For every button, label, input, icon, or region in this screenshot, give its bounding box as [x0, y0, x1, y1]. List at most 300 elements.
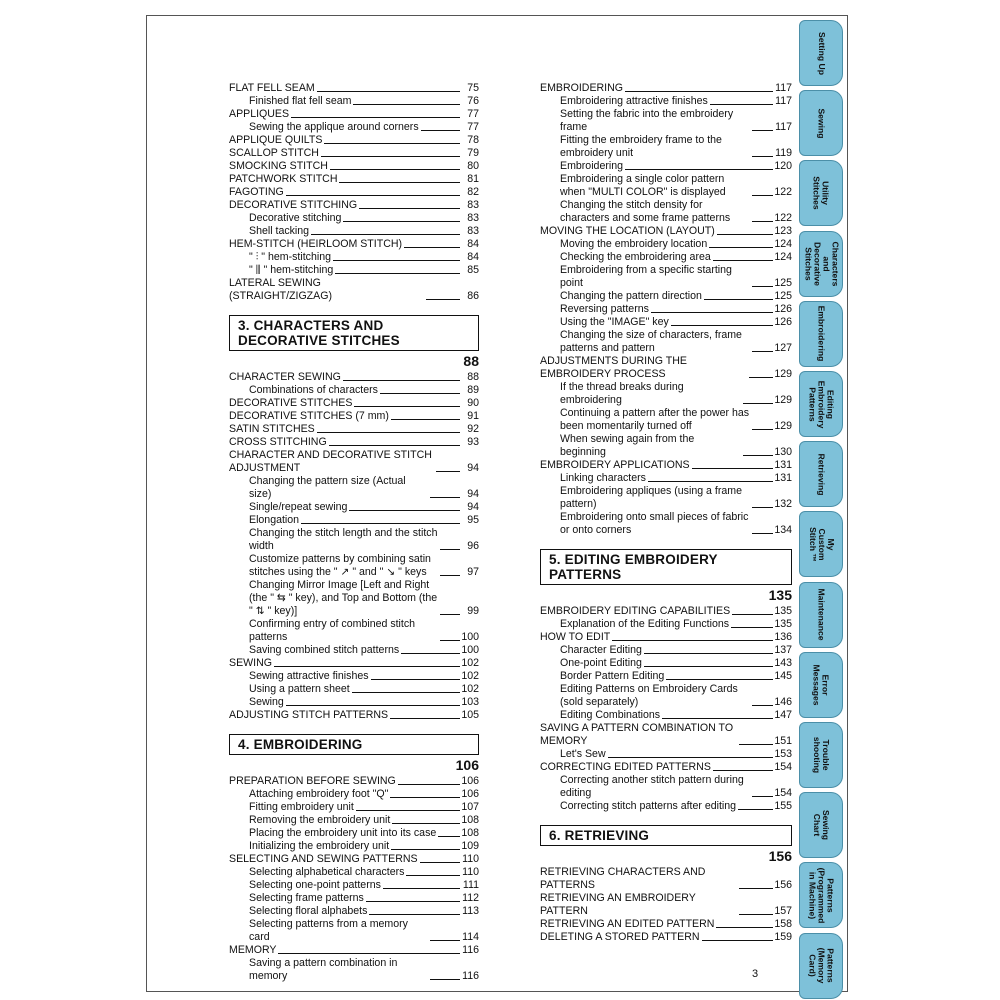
toc-entry-title: Embroidering onto small pieces of fabric or onto corners — [560, 511, 749, 536]
toc-entry-page: 159 — [774, 931, 792, 943]
chapter-tab[interactable] — [799, 160, 843, 226]
toc-entry-page: 151 — [774, 735, 792, 747]
toc-entry-page: 125 — [774, 277, 792, 289]
toc-entry-title: Confirming entry of combined stitch patterns — [249, 618, 416, 643]
toc-entry[interactable] — [540, 892, 792, 918]
toc-entry[interactable] — [229, 683, 479, 696]
chapter-tab[interactable] — [799, 301, 843, 367]
toc-entry[interactable] — [540, 82, 792, 95]
toc-entry[interactable] — [540, 683, 792, 709]
toc-entry[interactable] — [229, 944, 479, 957]
toc-entry[interactable] — [229, 449, 479, 475]
chapter-tab-label: Retrieving — [816, 453, 827, 496]
toc-entry[interactable] — [229, 173, 479, 186]
toc-entry[interactable] — [229, 212, 479, 225]
toc-entry-title: When sewing again from the beginning — [560, 433, 695, 458]
chapter-tab[interactable] — [799, 90, 843, 156]
toc-entry-title: MOVING THE LOCATION (LAYOUT) — [540, 225, 715, 237]
toc-entry[interactable] — [229, 384, 479, 397]
toc-entry-page: 155 — [774, 800, 792, 812]
toc-entry[interactable] — [229, 134, 479, 147]
toc-entry-title: Embroidering a single color pattern when "MULTI COLOR" is displayed — [560, 173, 726, 198]
toc-entry[interactable] — [229, 121, 479, 134]
toc-entry[interactable] — [229, 238, 479, 251]
toc-entry-page: 108 — [461, 827, 479, 839]
toc-entry[interactable] — [229, 827, 479, 840]
toc-entry-page: 116 — [462, 944, 479, 956]
chapter-tab-label: Maintenance — [816, 588, 827, 641]
leader-line — [440, 640, 460, 641]
section-page-number: 88 — [463, 353, 479, 369]
toc-entry[interactable] — [229, 801, 479, 814]
toc-entry-title: Reversing patterns — [560, 303, 649, 315]
leader-line — [436, 471, 460, 472]
toc-entry[interactable] — [540, 264, 792, 290]
toc-entry-title: Linking characters — [560, 472, 646, 484]
toc-entry-title: EMBROIDERY EDITING CAPABILITIES — [540, 605, 731, 617]
toc-entry[interactable] — [229, 788, 479, 801]
leader-line — [644, 653, 773, 654]
toc-entry-title: SELECTING AND SEWING PATTERNS — [229, 853, 418, 865]
toc-entry[interactable] — [540, 407, 792, 433]
toc-entry-title: SCALLOP STITCH — [229, 147, 319, 159]
toc-entry-page: 84 — [467, 251, 479, 263]
toc-entry-page: 112 — [462, 892, 479, 904]
toc-entry-page: 91 — [467, 410, 479, 422]
toc-entry[interactable] — [229, 410, 479, 423]
toc-entry[interactable] — [540, 225, 792, 238]
toc-entry[interactable] — [540, 761, 792, 774]
toc-entry-page: 76 — [467, 95, 479, 107]
toc-entry[interactable] — [540, 433, 792, 459]
chapter-tab-label: Embroidering — [816, 305, 827, 362]
toc-entry-page: 129 — [774, 368, 792, 380]
toc-entry-title: SAVING A PATTERN COMBINATION TO MEMORY — [540, 722, 734, 747]
leader-line — [426, 299, 460, 300]
leader-line — [291, 117, 460, 118]
leader-line — [752, 221, 773, 222]
toc-entry-title: Combinations of characters — [249, 384, 378, 396]
toc-entry-page: 94 — [467, 488, 479, 500]
toc-entry[interactable] — [229, 251, 479, 264]
toc-entry-page: 102 — [461, 670, 479, 682]
toc-entry-page: 122 — [774, 186, 792, 198]
leader-line — [732, 614, 773, 615]
leader-line — [752, 429, 773, 430]
chapter-tab-label: Characters and Decorative Stitches — [803, 241, 840, 287]
toc-entry-page: 135 — [774, 605, 792, 617]
toc-entry[interactable] — [540, 173, 792, 199]
toc-entry-page: 143 — [774, 657, 792, 669]
toc-entry-title: ADJUSTING STITCH PATTERNS — [229, 709, 389, 721]
leader-line — [369, 914, 460, 915]
leader-line — [380, 393, 460, 394]
leader-line — [286, 705, 460, 706]
toc-entry[interactable] — [540, 618, 792, 631]
toc-entry-title: Changing the size of characters, frame patterns and pattern — [560, 329, 742, 354]
chapter-tab[interactable] — [799, 862, 843, 928]
toc-entry[interactable] — [229, 905, 479, 918]
leader-line — [343, 380, 460, 381]
toc-entry[interactable] — [229, 853, 479, 866]
section-title: 5. EDITING EMBROIDERY PATTERNS — [540, 549, 792, 585]
toc-entry-page: 145 — [774, 670, 792, 682]
toc-entry-title: HEM-STITCH (HEIRLOOM STITCH) — [229, 238, 403, 250]
toc-entry[interactable] — [229, 670, 479, 683]
chapter-tab[interactable] — [799, 371, 843, 437]
leader-line — [743, 403, 773, 404]
leader-line — [274, 666, 460, 667]
toc-entry[interactable] — [540, 709, 792, 722]
toc-entry[interactable] — [540, 134, 792, 160]
toc-entry-title: RETRIEVING AN EDITED PATTERN — [540, 918, 715, 930]
leader-line — [339, 182, 460, 183]
toc-entry[interactable] — [229, 160, 479, 173]
toc-entry-page: 89 — [467, 384, 479, 396]
toc-entry[interactable] — [540, 355, 792, 381]
toc-entry-page: 100 — [461, 644, 479, 656]
toc-entry-title: Changing the stitch length and the stitch width — [249, 527, 438, 552]
toc-entry-title: FLAT FELL SEAM — [229, 82, 315, 94]
leader-line — [356, 810, 460, 811]
leader-line — [752, 705, 773, 706]
leader-line — [608, 757, 773, 758]
toc-entry[interactable] — [540, 485, 792, 511]
toc-entry-page: 94 — [467, 501, 479, 513]
toc-entry-page: 117 — [775, 82, 792, 94]
chapter-tab-label: Sewing — [816, 108, 827, 139]
leader-line — [752, 130, 773, 131]
toc-entry[interactable] — [229, 436, 479, 449]
toc-entry-page: 106 — [461, 775, 479, 787]
leader-line — [335, 273, 460, 274]
leader-line — [752, 796, 773, 797]
toc-entry-title: Embroidering attractive finishes — [560, 95, 708, 107]
toc-entry-title: Embroidering from a specific starting point — [560, 264, 732, 289]
toc-entry-page: 119 — [775, 147, 792, 159]
chapter-tab-label: Setting Up — [816, 31, 827, 75]
page-number: 3 — [752, 968, 759, 980]
toc-entry-title: CHARACTER SEWING — [229, 371, 341, 383]
toc-entry[interactable] — [229, 814, 479, 827]
toc-entry-page: 122 — [774, 212, 792, 224]
toc-entry-title: CROSS STITCHING — [229, 436, 327, 448]
leader-line — [317, 91, 460, 92]
leader-line — [286, 195, 460, 196]
toc-entry[interactable] — [229, 397, 479, 410]
toc-entry[interactable] — [540, 472, 792, 485]
toc-entry[interactable] — [540, 459, 792, 472]
toc-entry[interactable] — [229, 657, 479, 670]
toc-entry[interactable] — [540, 381, 792, 407]
leader-line — [710, 104, 773, 105]
section-title: 4. EMBROIDERING — [229, 734, 479, 755]
leader-line — [329, 445, 460, 446]
toc-entry-page: 108 — [461, 814, 479, 826]
toc-entry[interactable] — [540, 644, 792, 657]
chapter-tab-label: Sewing Chart — [812, 810, 831, 841]
toc-entry-title: Border Pattern Editing — [560, 670, 665, 682]
section-title: 6. RETRIEVING — [540, 825, 792, 846]
toc-entry[interactable] — [229, 371, 479, 384]
toc-entry[interactable] — [229, 199, 479, 212]
leader-line — [421, 130, 460, 131]
leader-line — [352, 692, 460, 693]
toc-entry-title: LATERAL SEWING (STRAIGHT/ZIGZAG) — [229, 277, 332, 302]
chapter-tab[interactable] — [799, 582, 843, 648]
toc-entry[interactable] — [540, 866, 792, 892]
toc-entry-page: 90 — [467, 397, 479, 409]
toc-entry-title: PREPARATION BEFORE SEWING — [229, 775, 396, 787]
toc-entry-page: 79 — [467, 147, 479, 159]
toc-entry-title: One-point Editing — [560, 657, 642, 669]
toc-entry-page: 154 — [774, 787, 792, 799]
leader-line — [713, 260, 773, 261]
section-heading — [540, 549, 792, 603]
toc-entry-title: Attaching embroidery foot "Q" — [249, 788, 389, 800]
toc-entry-page: 99 — [467, 605, 479, 617]
toc-entry[interactable] — [540, 316, 792, 329]
toc-entry-title: Selecting floral alphabets — [249, 905, 368, 917]
toc-entry[interactable] — [229, 527, 479, 553]
toc-entry-title: Setting the fabric into the embroidery frame — [560, 108, 734, 133]
leader-line — [430, 497, 460, 498]
leader-line — [713, 770, 773, 771]
chapter-tab[interactable] — [799, 652, 843, 718]
toc-entry[interactable] — [229, 277, 479, 303]
toc-entry[interactable] — [229, 879, 479, 892]
section-title: 3. CHARACTERS AND DECORATIVE STITCHES — [229, 315, 479, 351]
toc-entry[interactable] — [229, 696, 479, 709]
toc-entry[interactable] — [229, 423, 479, 436]
toc-entry-title: Embroidering appliques (using a frame pattern) — [560, 485, 742, 510]
toc-entry-page: 156 — [774, 879, 792, 891]
toc-entry[interactable] — [540, 657, 792, 670]
toc-entry-page: 83 — [467, 212, 479, 224]
toc-entry[interactable] — [540, 303, 792, 316]
toc-entry[interactable] — [540, 199, 792, 225]
leader-line — [612, 640, 773, 641]
chapter-tab-label: Patterns (Programmed in Machine) — [807, 867, 836, 924]
toc-entry[interactable] — [229, 840, 479, 853]
leader-line — [324, 143, 460, 144]
toc-entry-page: 81 — [467, 173, 479, 185]
toc-entry-page: 109 — [461, 840, 479, 852]
toc-entry-title: Customize patterns by combining satin stitches using the " ↗ " and " ↘ " keys — [249, 553, 431, 578]
toc-entry-page: 103 — [461, 696, 479, 708]
leader-line — [390, 797, 460, 798]
toc-entry-page: 78 — [467, 134, 479, 146]
toc-entry[interactable] — [229, 553, 479, 579]
toc-entry[interactable] — [540, 605, 792, 618]
toc-entry-page: 126 — [774, 303, 792, 315]
toc-entry-page: 110 — [462, 866, 479, 878]
leader-line — [333, 260, 460, 261]
toc-entry-title: Elongation — [249, 514, 300, 526]
toc-entry-title: RETRIEVING CHARACTERS AND PATTERNS — [540, 866, 706, 891]
toc-entry-page: 147 — [774, 709, 792, 721]
toc-entry-page: 113 — [462, 905, 479, 917]
toc-entry[interactable] — [540, 238, 792, 251]
leader-line — [420, 862, 460, 863]
toc-entry[interactable] — [540, 748, 792, 761]
toc-entry-title: SMOCKING STITCH — [229, 160, 328, 172]
section-heading — [229, 315, 479, 369]
toc-entry-page: 77 — [467, 121, 479, 133]
toc-entry[interactable] — [540, 918, 792, 931]
leader-line — [278, 953, 460, 954]
toc-entry-page: 110 — [462, 853, 479, 865]
toc-entry[interactable] — [229, 957, 479, 983]
toc-entry[interactable] — [540, 670, 792, 683]
toc-entry[interactable] — [540, 511, 792, 537]
toc-entry[interactable] — [540, 290, 792, 303]
toc-entry[interactable] — [540, 722, 792, 748]
toc-entry[interactable] — [229, 514, 479, 527]
chapter-tab-label: My Custom Stitch ™ — [807, 526, 836, 562]
leader-line — [343, 221, 460, 222]
toc-entry-page: 124 — [774, 251, 792, 263]
toc-entry[interactable] — [540, 800, 792, 813]
leader-line — [440, 549, 460, 550]
toc-entry-page: 82 — [467, 186, 479, 198]
chapter-tab[interactable] — [799, 933, 843, 999]
leader-line — [371, 679, 460, 680]
toc-entry-title: Sewing attractive finishes — [249, 670, 369, 682]
toc-entry-title: Changing the pattern direction — [560, 290, 702, 302]
chapter-tab[interactable] — [799, 20, 843, 86]
toc-entry-page: 100 — [461, 631, 479, 643]
toc-entry[interactable] — [540, 108, 792, 134]
toc-entry[interactable] — [229, 892, 479, 905]
toc-entry[interactable] — [229, 618, 479, 644]
section-page-number: 135 — [768, 587, 792, 603]
leader-line — [671, 325, 773, 326]
toc-entry[interactable] — [229, 775, 479, 788]
leader-line — [743, 455, 773, 456]
toc-entry[interactable] — [540, 160, 792, 173]
toc-entry[interactable] — [229, 147, 479, 160]
toc-entry-page: 125 — [774, 290, 792, 302]
chapter-tab[interactable] — [799, 511, 843, 577]
toc-entry-page: 127 — [774, 342, 792, 354]
toc-entry-title: PATCHWORK STITCH — [229, 173, 338, 185]
toc-entry[interactable] — [229, 709, 479, 722]
toc-entry[interactable] — [540, 774, 792, 800]
toc-entry-title: Selecting one-point patterns — [249, 879, 381, 891]
toc-entry-page: 92 — [467, 423, 479, 435]
toc-entry[interactable] — [229, 866, 479, 879]
chapter-tab[interactable] — [799, 231, 843, 297]
toc-entry-page: 102 — [461, 657, 479, 669]
toc-entry-title: Single/repeat sewing — [249, 501, 348, 513]
toc-entry-page: 95 — [467, 514, 479, 526]
chapter-tab[interactable] — [799, 792, 843, 858]
toc-entry-title: Using a pattern sheet — [249, 683, 350, 695]
toc-entry[interactable] — [540, 631, 792, 644]
toc-entry-title: Changing Mirror Image [Left and Right (the " ⇆ " key), and Top and Bottom (the " ⇅ " key)] — [249, 579, 438, 617]
chapter-tab-label: Utility Stitches — [812, 176, 831, 211]
toc-entry[interactable] — [229, 918, 479, 944]
leader-line — [731, 627, 773, 628]
leader-line — [651, 312, 773, 313]
section-heading — [229, 734, 479, 773]
leader-line — [625, 169, 773, 170]
toc-entry[interactable] — [229, 186, 479, 199]
toc-entry[interactable] — [229, 108, 479, 121]
leader-line — [406, 875, 460, 876]
toc-entry[interactable] — [540, 251, 792, 264]
toc-entry-page: 131 — [774, 472, 792, 484]
toc-entry-page: 117 — [775, 121, 792, 133]
chapter-tab-label: Trouble shooting — [812, 736, 831, 774]
toc-entry[interactable] — [229, 475, 479, 501]
leader-line — [321, 156, 460, 157]
chapter-tab[interactable] — [799, 722, 843, 788]
toc-entry-title: Placing the embroidery unit into its case — [249, 827, 437, 839]
leader-line — [390, 718, 460, 719]
leader-line — [752, 286, 773, 287]
toc-entry-page: 136 — [774, 631, 792, 643]
leader-line — [709, 247, 773, 248]
toc-entry-page: 130 — [774, 446, 792, 458]
leader-line — [401, 653, 460, 654]
toc-entry-title: Let's Sew — [560, 748, 606, 760]
toc-entry-title: Editing Combinations — [560, 709, 661, 721]
leader-line — [739, 914, 773, 915]
toc-entry-title: Changing the pattern size (Actual size) — [249, 475, 406, 500]
toc-entry[interactable] — [229, 264, 479, 277]
toc-entry-title: FAGOTING — [229, 186, 284, 198]
chapter-tab[interactable] — [799, 441, 843, 507]
toc-entry[interactable] — [229, 501, 479, 514]
toc-entry[interactable] — [229, 644, 479, 657]
toc-entry-page: 83 — [467, 225, 479, 237]
toc-entry-title: Editing Patterns on Embroidery Cards (sold separately) — [560, 683, 738, 708]
leader-line — [438, 836, 460, 837]
toc-entry[interactable] — [229, 82, 479, 95]
toc-entry-page: 129 — [774, 420, 792, 432]
toc-entry-page: 126 — [774, 316, 792, 328]
toc-entry[interactable] — [540, 95, 792, 108]
toc-entry[interactable] — [540, 329, 792, 355]
toc-entry-page: 135 — [774, 618, 792, 630]
leader-line — [353, 104, 460, 105]
toc-entry-title: Decorative stitching — [249, 212, 342, 224]
toc-entry[interactable] — [229, 225, 479, 238]
toc-entry-title: If the thread breaks during embroidering — [560, 381, 684, 406]
leader-line — [311, 234, 460, 235]
toc-entry-page: 132 — [774, 498, 792, 510]
section-page-number: 106 — [455, 757, 479, 773]
leader-line — [752, 351, 773, 352]
toc-entry-page: 120 — [774, 160, 792, 172]
toc-entry-title: Sewing the applique around corners — [249, 121, 419, 133]
toc-entry-page: 85 — [467, 264, 479, 276]
toc-entry-title: Fitting embroidery unit — [249, 801, 354, 813]
toc-entry-title: Finished flat fell seam — [249, 95, 352, 107]
toc-entry[interactable] — [229, 95, 479, 108]
toc-entry[interactable] — [540, 931, 792, 944]
leader-line — [704, 299, 773, 300]
leader-line — [738, 809, 773, 810]
toc-entry-title: " ⫼ " hem-stitching — [249, 264, 334, 276]
toc-entry-page: 84 — [467, 238, 479, 250]
toc-entry-page: 94 — [467, 462, 479, 474]
toc-entry-title: Moving the embroidery location — [560, 238, 708, 250]
leader-line — [739, 888, 773, 889]
toc-entry[interactable] — [229, 579, 479, 618]
